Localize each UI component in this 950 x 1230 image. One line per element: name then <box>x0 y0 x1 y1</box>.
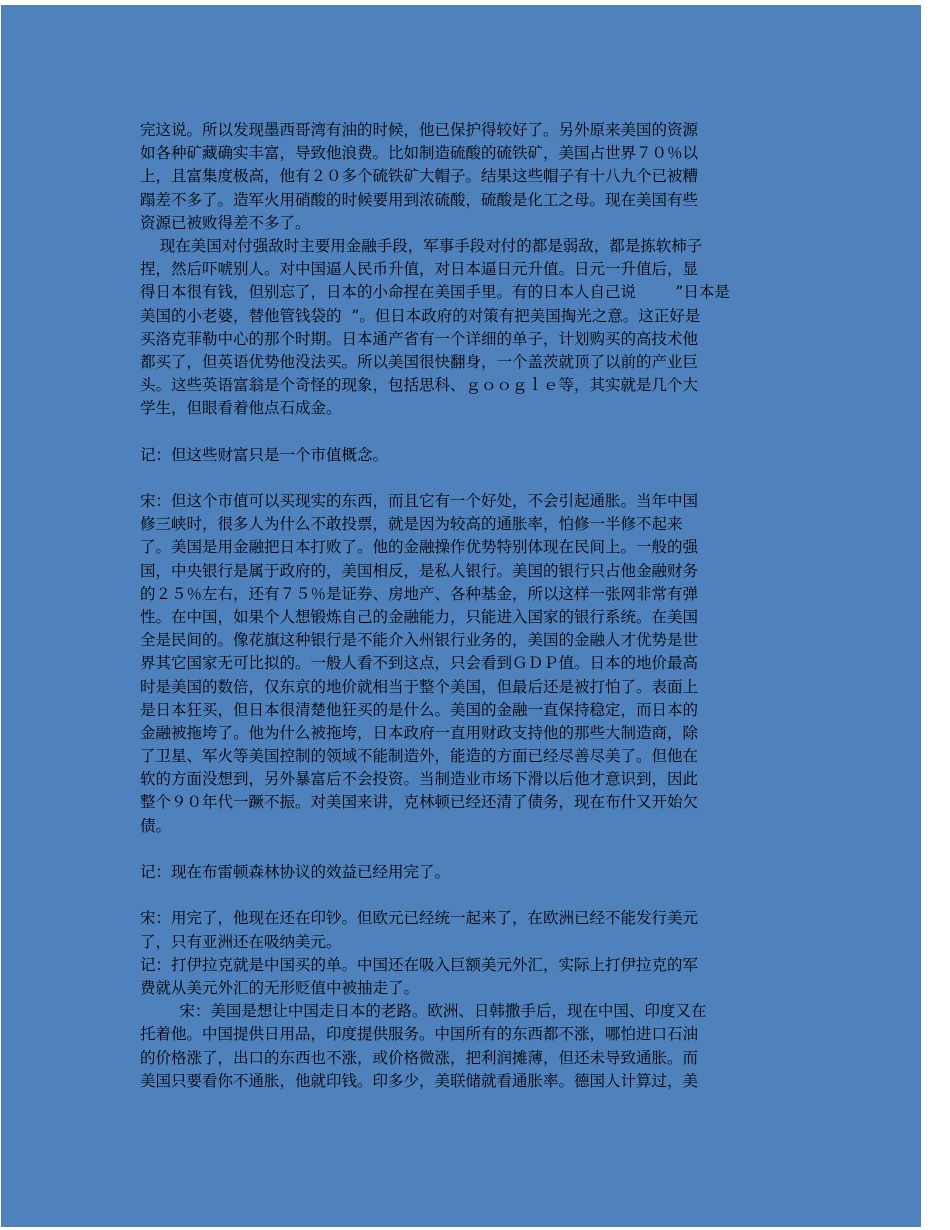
text-line: 托着他。中国提供日用品，印度提供服务。中国所有的东西都不涨，哪怕进口石油 <box>140 1025 699 1044</box>
text-line: 资源已被败得差不多了。 <box>140 213 311 232</box>
paragraph <box>140 490 806 838</box>
text-line: 宋：用完了，他现在还在印钞。但欧元已经统一起来了，在欧洲已经不能发行美元 <box>140 909 699 928</box>
text-line: 记：打伊拉克就是中国买的单。中国还在吸入巨额美元外汇，实际上打伊拉克的军 <box>140 955 699 974</box>
document-page <box>1 5 921 1227</box>
text-line: 学生，但眼看着他点石成金。 <box>140 399 342 418</box>
paragraph <box>140 1000 806 1093</box>
text-line: 得日本很有钱，但别忘了，日本的小命捏在美国手里。有的日本人自己说 ”日本是 <box>140 283 730 302</box>
text-line: 了。美国是用金融把日本打败了。他的金融操作优势特别体现在民间上。一般的强 <box>140 538 699 557</box>
text-line: 整个９０年代一蹶不振。对美国来讲，克林顿已经还清了债务，现在布什又开始欠 <box>140 793 699 812</box>
text-line: 全是民间的。像花旗这种银行是不能介入州银行业务的，美国的金融人才优势是世 <box>140 631 699 650</box>
text-line: 美国的小老婆，替他管钱袋的 ”。但日本政府的对策有把美国掏光之意。这正好是 <box>140 306 701 325</box>
paragraph-gap <box>140 467 806 490</box>
text-line: 买洛克菲勒中心的那个时期。日本通产省有一个详细的单子，计划购买的高技术他 <box>140 329 699 348</box>
paragraph <box>140 444 806 467</box>
text-line: 费就从美元外汇的无形贬值中被抽走了。 <box>140 978 420 997</box>
text-line: 了卫星、军火等美国控制的领域不能制造外，能造的方面已经尽善尽美了。但他在 <box>140 747 699 766</box>
text-line: 了，只有亚洲还在吸纳美元。 <box>140 932 342 951</box>
text-line: 金融被拖垮了。他为什么被拖垮，日本政府一直用财政支持他的那些大制造商，除 <box>140 723 699 742</box>
text-line: 性。在中国，如果个人想锻炼自己的金融能力，只能进入国家的银行系统。在美国 <box>140 607 699 626</box>
text-line: 软的方面没想到，另外暴富后不会投资。当制造业市场下滑以后他才意识到，因此 <box>140 770 699 789</box>
text-line: 债。 <box>140 816 172 835</box>
text-line: 头。这些英语富翁是个奇怪的现象，包括思科、ｇｏｏｇｌｅ等，其实就是几个大 <box>140 376 699 395</box>
text-line: 国，中央银行是属于政府的，美国相反，是私人银行。美国的银行只占他金融财务 <box>140 561 699 580</box>
text-line: 宋：美国是想让中国走日本的老路。欧洲、日韩撒手后，现在中国、印度又在 <box>140 1002 707 1021</box>
paragraph <box>140 119 806 235</box>
document-body <box>140 119 806 1093</box>
text-line: 的价格涨了，出口的东西也不涨，或价格微涨，把利润摊薄，但还未导致通胀。而 <box>140 1048 699 1067</box>
text-line: 修三峡时，很多人为什么不敢投票，就是因为较高的通胀率，怕修一半修不起来 <box>140 515 683 534</box>
text-line: 现在美国对付强敌时主要用金融手段，军事手段对付的都是弱敌，都是拣软柿子 <box>140 236 703 255</box>
text-line: 时是美国的数倍，仅东京的地价就相当于整个美国，但最后还是被打怕了。表面上 <box>140 677 699 696</box>
paragraph <box>140 907 806 953</box>
paragraph-gap <box>140 420 806 443</box>
text-line: 记：但这些财富只是一个市值概念。 <box>140 445 389 464</box>
text-line: 完这说。所以发现墨西哥湾有油的时候，他已保护得较好了。另外原来美国的资源 <box>140 121 699 139</box>
text-line: 记：现在布雷顿森林协议的效益已经用完了。 <box>140 863 451 881</box>
paragraph <box>140 861 806 884</box>
text-line: 上，且富集度极高，他有２０多个硫铁矿大帽子。结果这些帽子有十八九个已被糟 <box>140 167 699 186</box>
text-line: 捏，然后吓唬别人。对中国逼人民币升值，对日本逼日元升值。日元一升值后，显 <box>140 260 699 279</box>
text-line: 的２５％左右，还有７５％是证券、房地产、各种基金，所以这样一张网非常有弹 <box>140 584 699 603</box>
paragraph-gap <box>140 884 806 907</box>
text-line: 界其它国家无可比拟的。一般人看不到这点，只会看到ＧＤＰ值。日本的地价最高 <box>140 654 699 673</box>
text-line: 都买了，但英语优势他没法买。所以美国很快翻身，一个盖茨就顶了以前的产业巨 <box>140 352 699 371</box>
text-line: 美国只要看你不通胀，他就印钱。印多少，美联储就看通胀率。德国人计算过，美 <box>140 1071 699 1090</box>
text-line: 宋：但这个市值可以买现实的东西，而且它有一个好处，不会引起通胀。当年中国 <box>140 492 699 510</box>
text-line: 如各种矿藏确实丰富，导致他浪费。比如制造硫酸的硫铁矿，美国占世界７０％以 <box>140 144 699 163</box>
paragraph <box>140 954 806 1000</box>
text-line: 是日本狂买，但日本很清楚他狂买的是什么。美国的金融一直保持稳定，而日本的 <box>140 700 699 719</box>
paragraph <box>140 235 806 421</box>
paragraph-gap <box>140 838 806 861</box>
text-line: 蹋差不多了。造军火用硝酸的时候要用到浓硫酸，硫酸是化工之母。现在美国有些 <box>140 190 699 209</box>
